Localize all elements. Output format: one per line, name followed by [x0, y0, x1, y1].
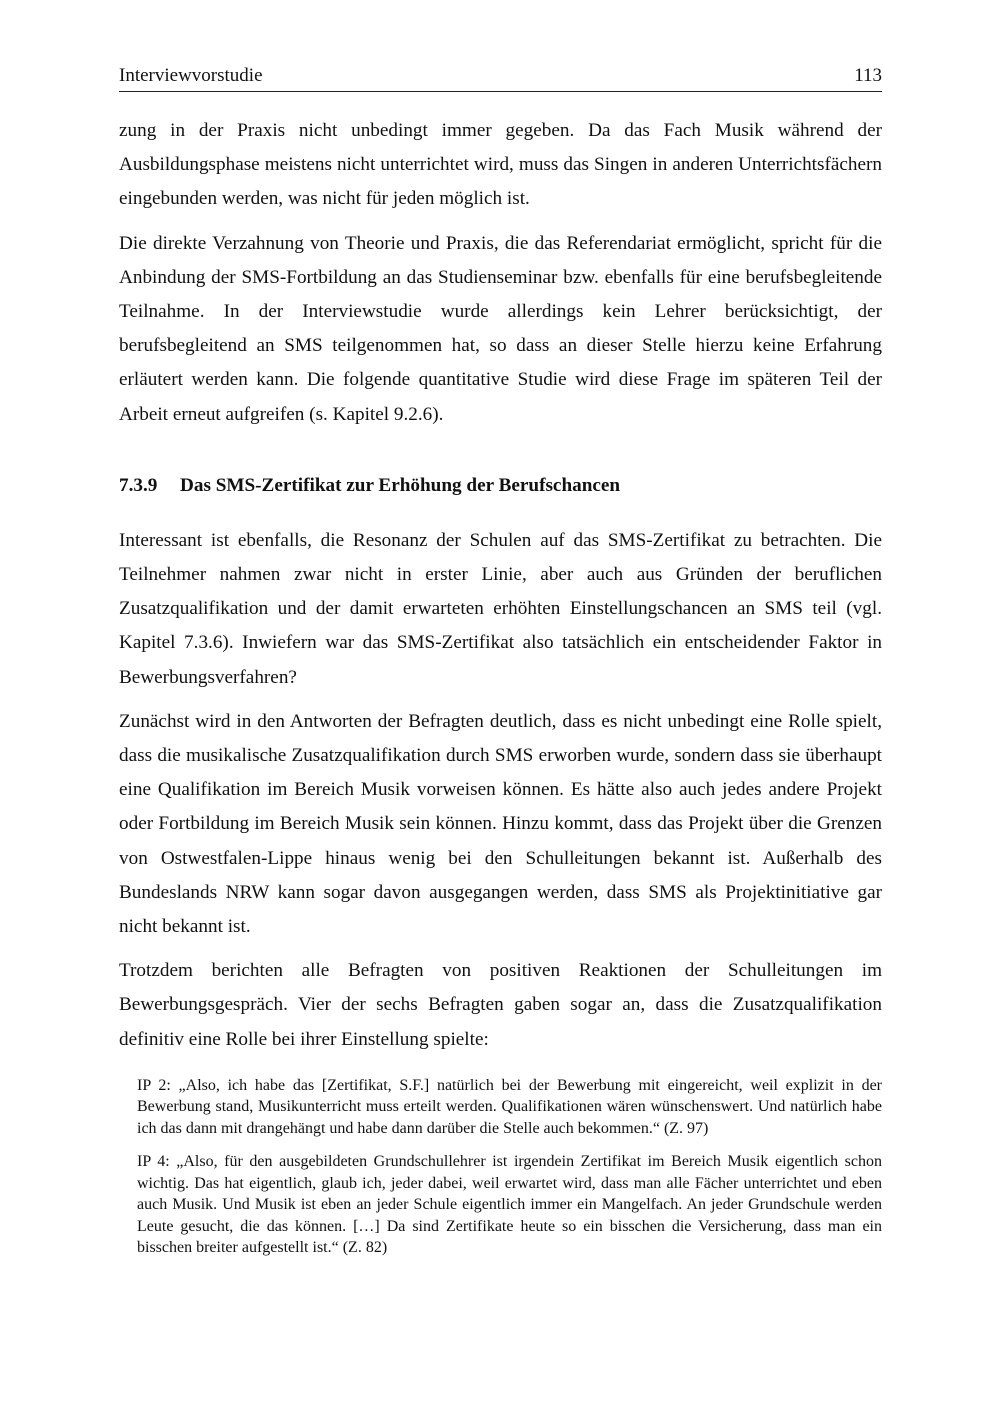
paragraph-3: Interessant ist ebenfalls, die Resonanz der Schulen auf das SMS-Zertifikat zu betrachten. Die Teilnehmer nahmen zwar nicht in erster Linie, aber auch aus Gründen der beruflichen Zusatzqualifikation und der damit erwarteten erhöhten Einstellungschancen an SMS teil (vgl. Kapitel 7.3.6). Inwiefern war das SMS-Zertifikat also tatsächlich ein entscheidender Faktor in Bewerbungsverfahren?: [119, 529, 882, 688]
paragraph-2: Die direkte Verzahnung von Theorie und Praxis, die das Referendariat ermöglicht, spricht für die Anbindung der SMS-Fortbildung an das Studienseminar bzw. ebenfalls für eine berufsbegleitende Teilnahme. In der Interviewstudie wurde allerdings kein Lehrer berücksichtigt, der berufsbegleitend an SMS teilgenommen hat, so dass an dieser Stelle hierzu keine Erfahrung erläutert werden kann. Die folgende quantitative Studie wird diese Frage im späteren Teil der Arbeit erneut aufgreifen (s. Kapitel 9.2.6).: [119, 232, 882, 425]
paragraph-1: zung in der Praxis nicht unbedingt immer gegeben. Da das Fach Musik während der Ausbildungsphase meistens nicht unterrichtet wird, muss das Singen in anderen Unterrichtsfächern eingebunden werden, was nicht für jeden möglich ist.: [119, 120, 882, 210]
section-heading: [119, 472, 882, 500]
block-quote-ip2: IP 2: „Also, ich habe das [Zertifikat, S.F.] natürlich bei der Bewerbung mit eingereicht, weil explizit in der Bewerbung stand, Musikunterricht muss erteilt werden. Qualifikationen wären wünschenswert. Und natürlich habe ich das dann mit drangehängt und habe dann darüber die Stelle auch bekommen.“ (Z. 97): [137, 1076, 882, 1137]
header-title: Interviewvorstudie: [119, 65, 263, 86]
paragraph-4: Zunächst wird in den Antworten der Befragten deutlich, dass es nicht unbedingt eine Rolle spielt, dass die musikalische Zusatzqualifikation durch SMS erworben wurde, sondern dass sie überhaupt eine Qualifikation im Bereich Musik vorweisen können. Es hätte also auch jedes andere Projekt oder Fortbildung im Bereich Musik sein können. Hinzu kommt, dass das Projekt über die Grenzen von Ostwestfalen-Lippe hinaus wenig bei den Schulleitungen bekannt ist. Außerhalb des Bundeslands NRW kann sogar davon ausgegangen werden, dass SMS als Projektinitiative gar nicht bekannt ist.: [119, 710, 882, 938]
block-quote-ip4: IP 4: „Also, für den ausgebildeten Grundschullehrer ist irgendein Zertifikat im Bereich Musik eigentlich schon wichtig. Das hat eigentlich, glaub ich, jeder dabei, weil erwartet wird, dass man alle Fächer unterrichtet und eben auch Musik. Und Musik ist eben an jeder Schule eigentlich immer ein Mangelfach. An jeder Grundschule werden Leute gesucht, die das können. […] Da sind Zertifikate heute so ein bisschen die Versicherung, dass man ein bisschen breiter aufgestellt ist.“ (Z. 82): [137, 1153, 882, 1257]
section-number: 7.3.9: [119, 474, 158, 496]
body-text: [119, 114, 882, 1259]
page-number: 113: [854, 65, 882, 86]
section-title: Das SMS-Zertifikat zur Erhöhung der Berufschancen: [180, 474, 621, 496]
running-header: [119, 64, 882, 92]
paragraph-5: Trotzdem berichten alle Befragten von positiven Reaktionen der Schulleitungen im Bewerbungsgespräch. Vier der sechs Befragten gaben sogar an, dass die Zusatzqualifikation definitiv eine Rolle bei ihrer Einstellung spielte:: [119, 960, 882, 1050]
interview-quotes: [119, 1075, 882, 1259]
